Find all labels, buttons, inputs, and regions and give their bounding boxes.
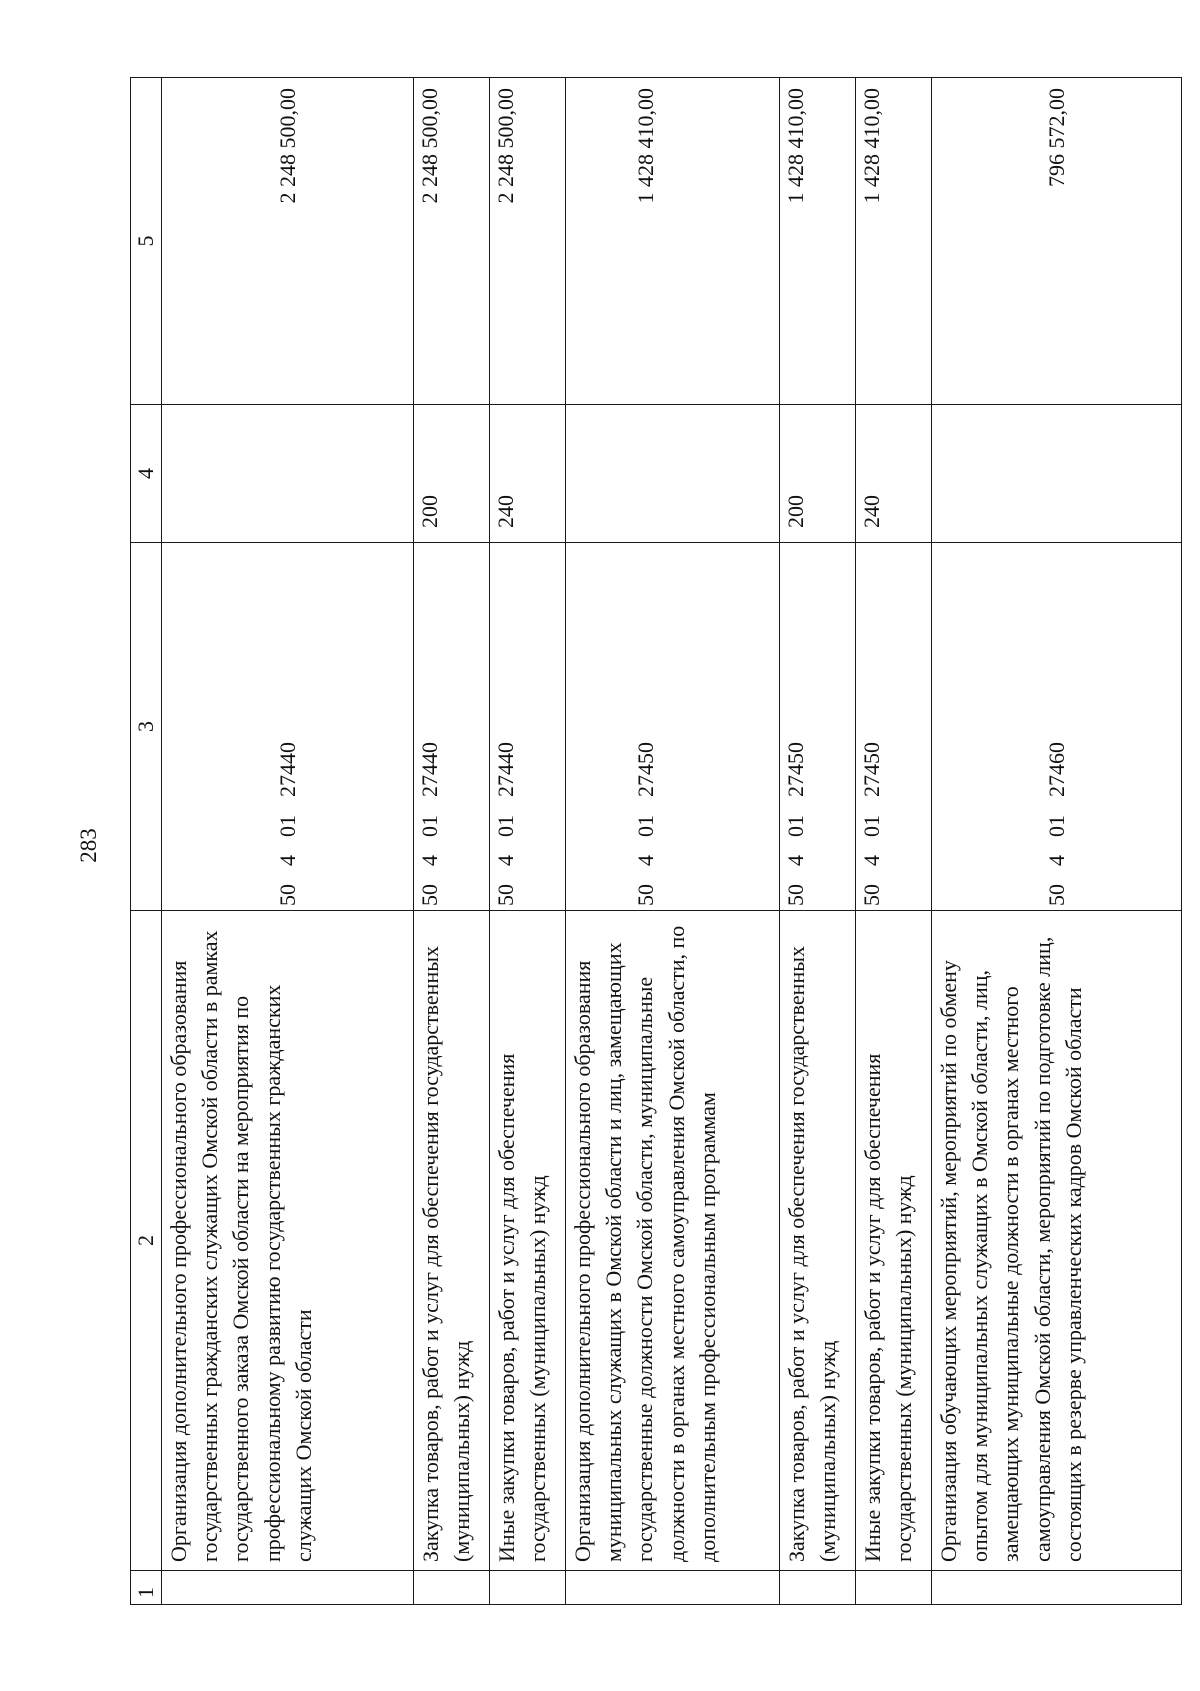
code-program: 50 [859, 884, 884, 906]
code-subprogram: 4 [274, 855, 300, 866]
code-direction: 27460 [1043, 742, 1069, 797]
code-direction: 27450 [633, 742, 658, 797]
row-number-cell [932, 1571, 1182, 1605]
row-description: Организация дополнительного профессионального образования муниципальных служащих в Омской области и лиц, замещающих государственные должности Омской области, муниципальные должности в органах местного самоуправления Омской области, по дополнительным профессиональным программам [566, 911, 780, 1571]
table-row [856, 78, 932, 1605]
code-direction: 27450 [859, 742, 884, 797]
table-row [566, 78, 780, 1605]
table-row [932, 78, 1182, 1605]
code-direction: 27450 [783, 742, 808, 797]
code-main-activity: 01 [1043, 815, 1069, 837]
row-expense-type: 200 [414, 405, 490, 543]
row-code [780, 543, 856, 911]
row-code [414, 543, 490, 911]
row-description: Организация обучающих мероприятий, мероприятий по обмену опытом для муниципальных служащих в Омской области, лиц, замещающих муниципальные должности в органах местного самоуправления Омской области, мероприятий по подготовке лиц, состоящих в резерве управленческих кадров Омской области [932, 911, 1182, 1571]
row-code [162, 543, 414, 911]
code-subprogram: 4 [633, 855, 658, 866]
table-row [490, 78, 566, 1605]
row-amount: 1 428 410,00 [856, 78, 932, 405]
row-description: Иные закупки товаров, работ и услуг для обеспечения государственных (муниципальных) нужд [856, 911, 932, 1571]
page-number: 283 [76, 828, 101, 863]
column-header-4: 4 [131, 405, 162, 543]
table-header-row [131, 78, 162, 1605]
budget-table [130, 77, 1182, 1605]
row-expense-type [162, 405, 414, 543]
row-code [566, 543, 780, 911]
row-expense-type: 240 [490, 405, 566, 543]
row-expense-type [566, 405, 780, 543]
row-expense-type: 240 [856, 405, 932, 543]
code-program: 50 [783, 884, 808, 906]
code-program: 50 [633, 884, 658, 906]
row-expense-type [932, 405, 1182, 543]
row-number-cell [856, 1571, 932, 1605]
code-main-activity: 01 [783, 815, 808, 837]
code-subprogram: 4 [1043, 855, 1069, 866]
row-description: Иные закупки товаров, работ и услуг для обеспечения государственных (муниципальных) нужд [490, 911, 566, 1571]
code-program: 50 [274, 884, 300, 906]
row-amount: 2 248 500,00 [490, 78, 566, 405]
row-number-cell [566, 1571, 780, 1605]
column-header-2: 2 [131, 911, 162, 1571]
table-row [414, 78, 490, 1605]
row-amount: 2 248 500,00 [414, 78, 490, 405]
row-amount: 1 428 410,00 [780, 78, 856, 405]
row-description: Закупка товаров, работ и услуг для обеспечения государственных (муниципальных) нужд [414, 911, 490, 1571]
row-description: Организация дополнительного профессионального образования государственных гражданских служащих Омской области в рамках государственного заказа Омской области на мероприятия по профессиональному развитию государственных гражданских служащих Омской области [162, 911, 414, 1571]
code-main-activity: 01 [417, 815, 442, 837]
code-subprogram: 4 [783, 855, 808, 866]
column-header-3: 3 [131, 543, 162, 911]
table-row [780, 78, 856, 1605]
table-row [162, 78, 414, 1605]
row-description: Закупка товаров, работ и услуг для обеспечения государственных (муниципальных) нужд [780, 911, 856, 1571]
code-subprogram: 4 [859, 855, 884, 866]
code-subprogram: 4 [493, 855, 518, 866]
row-number-cell [490, 1571, 566, 1605]
code-subprogram: 4 [417, 855, 442, 866]
row-code [932, 543, 1182, 911]
code-program: 50 [493, 884, 518, 906]
code-main-activity: 01 [859, 815, 884, 837]
code-program: 50 [1043, 884, 1069, 906]
row-expense-type: 200 [780, 405, 856, 543]
row-code [490, 543, 566, 911]
code-main-activity: 01 [274, 815, 300, 837]
code-direction: 27440 [274, 742, 300, 797]
row-amount: 1 428 410,00 [566, 78, 780, 405]
code-main-activity: 01 [633, 815, 658, 837]
row-amount: 2 248 500,00 [162, 78, 414, 405]
row-number-cell [162, 1571, 414, 1605]
code-direction: 27440 [417, 742, 442, 797]
column-header-5: 5 [131, 78, 162, 405]
code-direction: 27440 [493, 742, 518, 797]
code-program: 50 [417, 884, 442, 906]
row-amount: 796 572,00 [932, 78, 1182, 405]
column-header-1: 1 [131, 1571, 162, 1605]
row-code [856, 543, 932, 911]
row-number-cell [780, 1571, 856, 1605]
row-number-cell [414, 1571, 490, 1605]
code-main-activity: 01 [493, 815, 518, 837]
